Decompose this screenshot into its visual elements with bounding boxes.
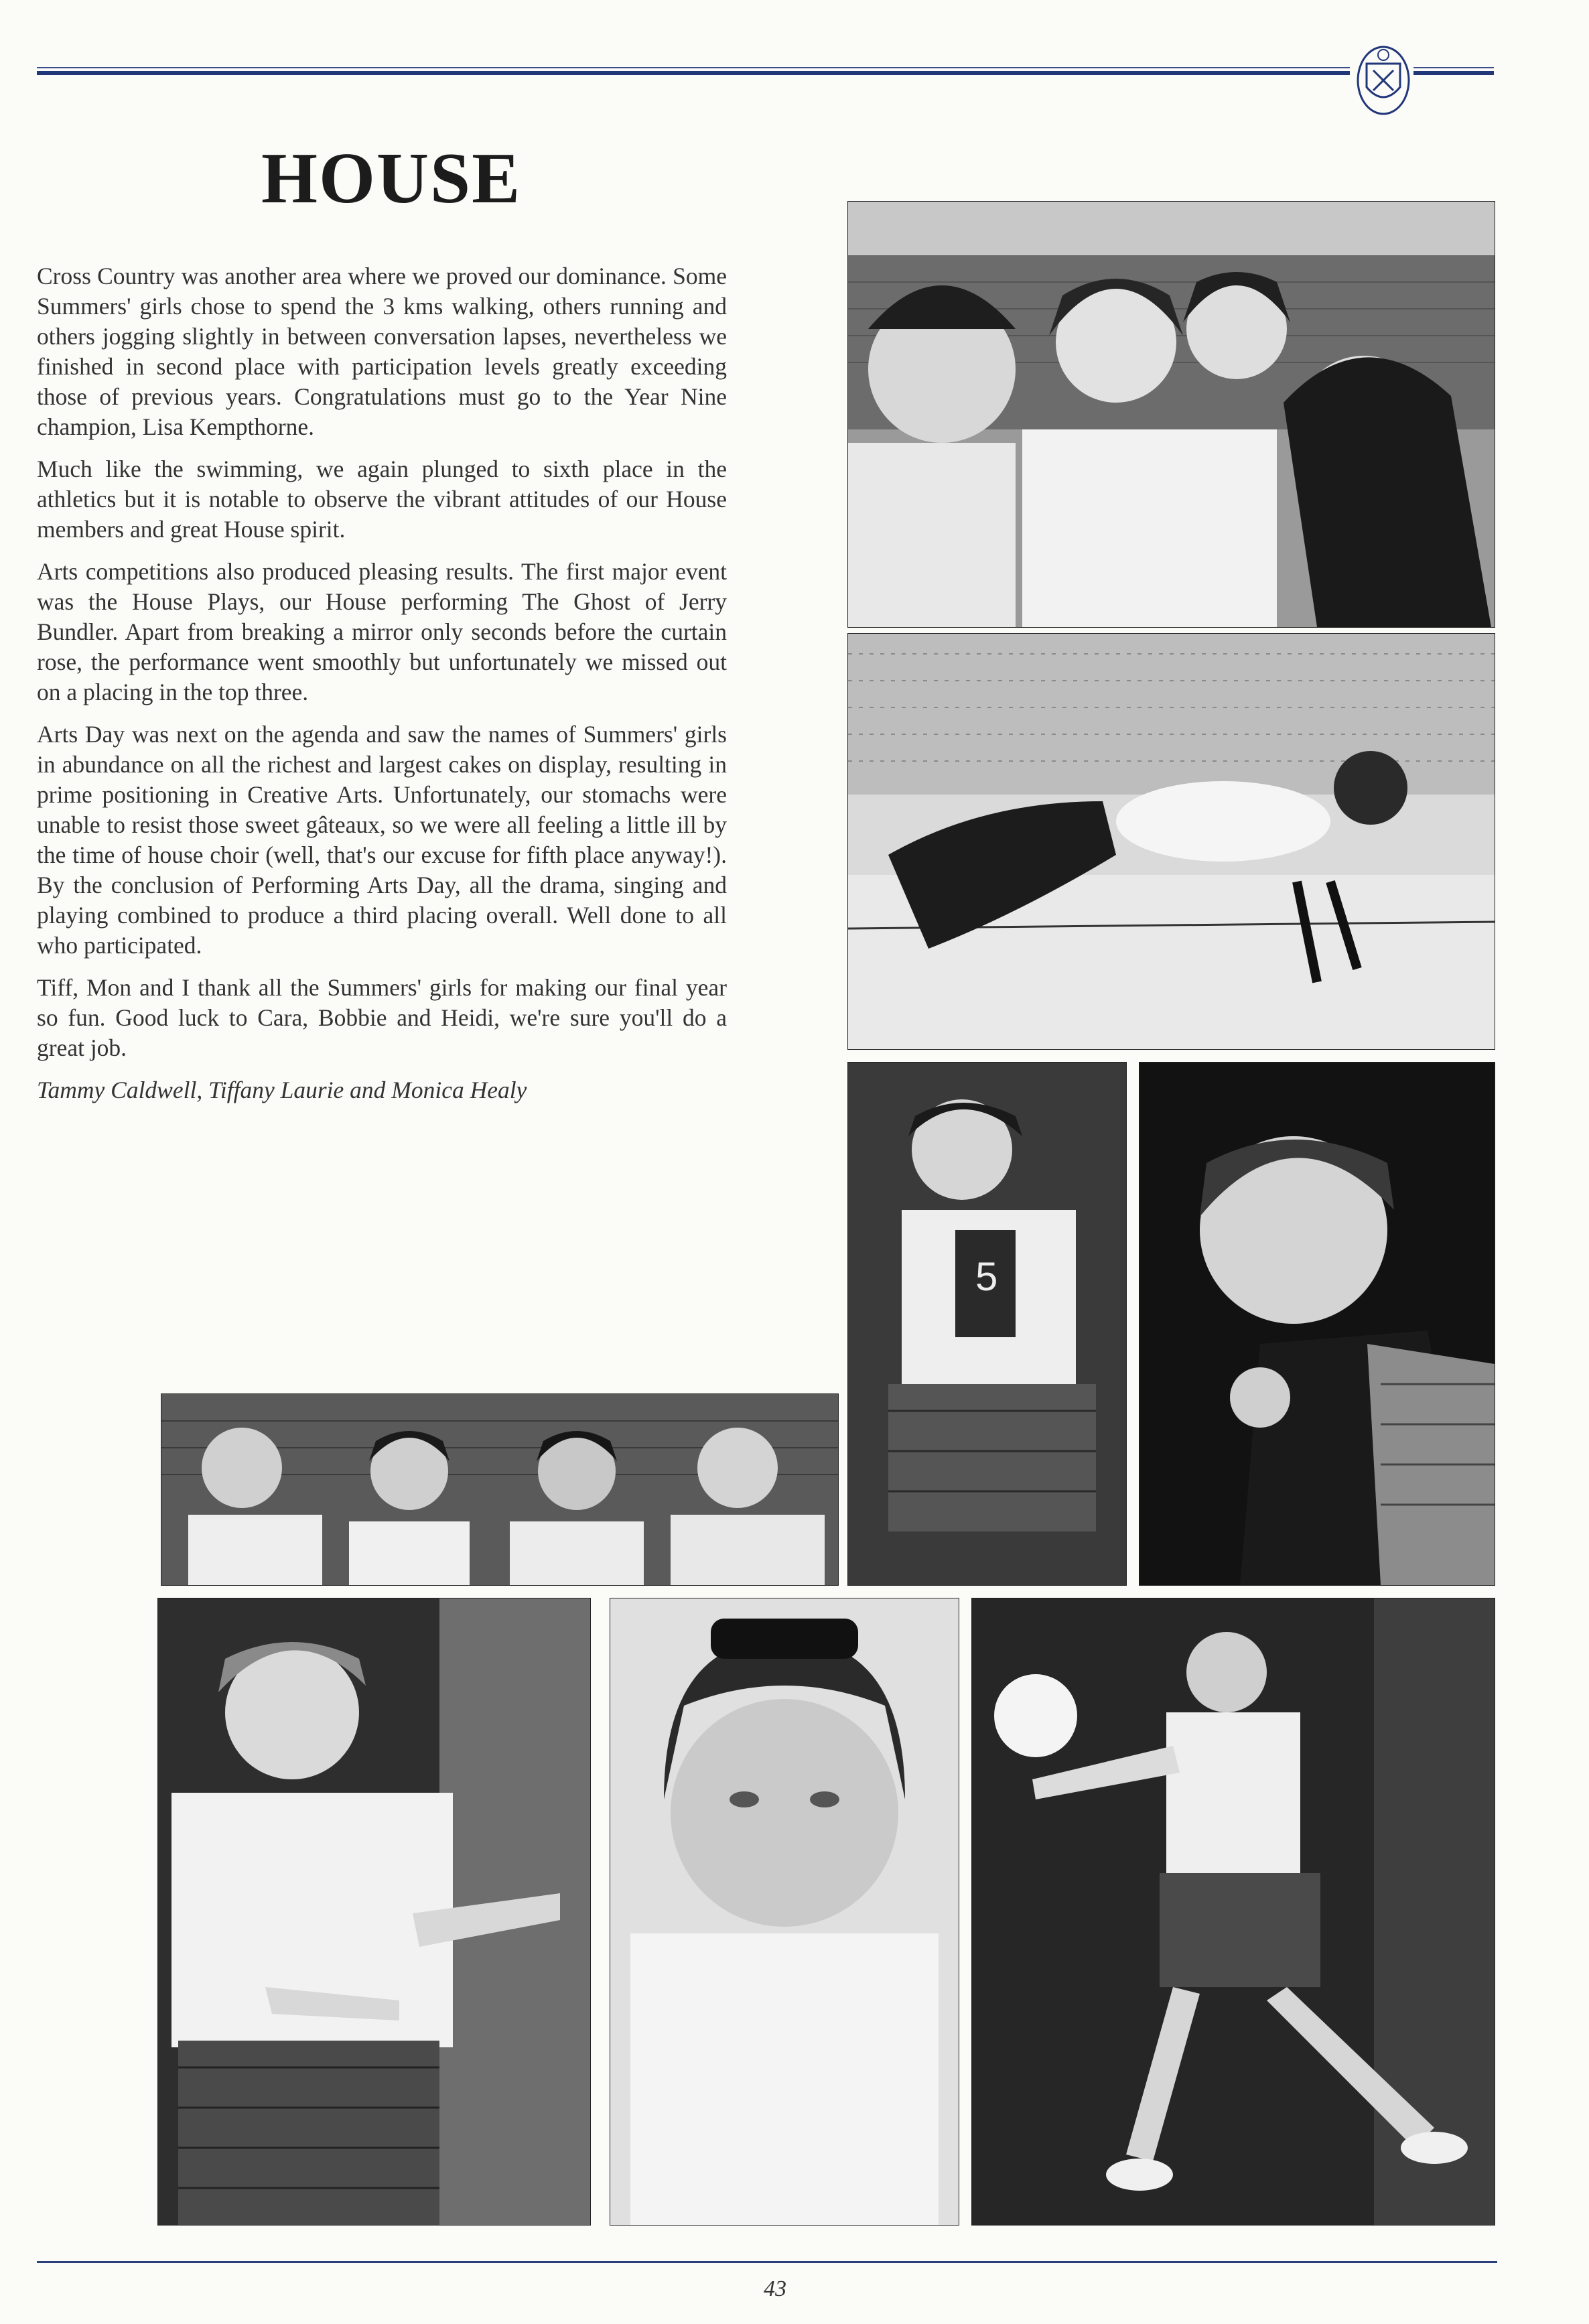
photo-girls-sitting	[161, 1393, 839, 1586]
school-crest-icon	[1353, 40, 1413, 121]
top-rule	[37, 67, 1350, 76]
svg-text:5: 5	[975, 1254, 998, 1299]
page-heading: HOUSE	[261, 139, 522, 218]
paragraph: Tiff, Mon and I thank all the Summers' girls for making our final year so fun. Good luck to Cara, Bobbie and Heidi, we're sure you'll do a great job.	[37, 974, 727, 1061]
photo-volleyball	[971, 1598, 1495, 2226]
paragraph: Arts Day was next on the agenda and saw the names of Summers' girls in abundance on all the richest and largest cakes on display, resulting in prime positioning in Creative Arts. Unfortunately, our stomachs were unable to resist those sweet gâteaux, so we were all feeling a little ill by the time of house choir (well, that's our excuse for fifth place anyway!). By the conclusion of Performing Arts Day, all the drama, singing and playing combined to produce a third placing overall. Well done to all who participated.	[37, 721, 727, 959]
top-rule-right	[1413, 71, 1494, 75]
signature: Tammy Caldwell, Tiffany Laurie and Monica Healy	[37, 1077, 527, 1103]
article-body	[37, 261, 727, 1117]
photo-group-girls	[847, 201, 1495, 628]
photo-netball-player	[847, 1062, 1127, 1586]
paragraph: Much like the swimming, we again plunged to sixth place in the athletics but it is notable to observe the vibrant attitudes of our House members and great House spirit.	[37, 456, 727, 543]
photo-portrait-costume	[1139, 1062, 1495, 1586]
page-number: 43	[764, 2276, 786, 2301]
paragraph: Arts competitions also produced pleasing results. The first major event was the House Plays, our House performing The Ghost of Jerry Bundler. Apart from breaking a mirror only seconds before the curtain rose, the performance went smoothly but unfortunately we missed out on a placing in the top three.	[37, 558, 727, 705]
photo-portrait-sunglasses	[610, 1598, 959, 2226]
photo-girl-pointing	[157, 1598, 591, 2226]
photo-high-jump	[847, 633, 1495, 1050]
paragraph: Cross Country was another area where we proved our dominance. Some Summers' girls chose to spend the 3 kms walking, others running and others jogging slightly in between conversation lapses, nevertheless we finished in second place with participation levels greatly exceeding those of previous years. Congratulations must go to the Year Nine champion, Lisa Kempthorne.	[37, 263, 727, 440]
bottom-rule	[37, 2261, 1497, 2263]
